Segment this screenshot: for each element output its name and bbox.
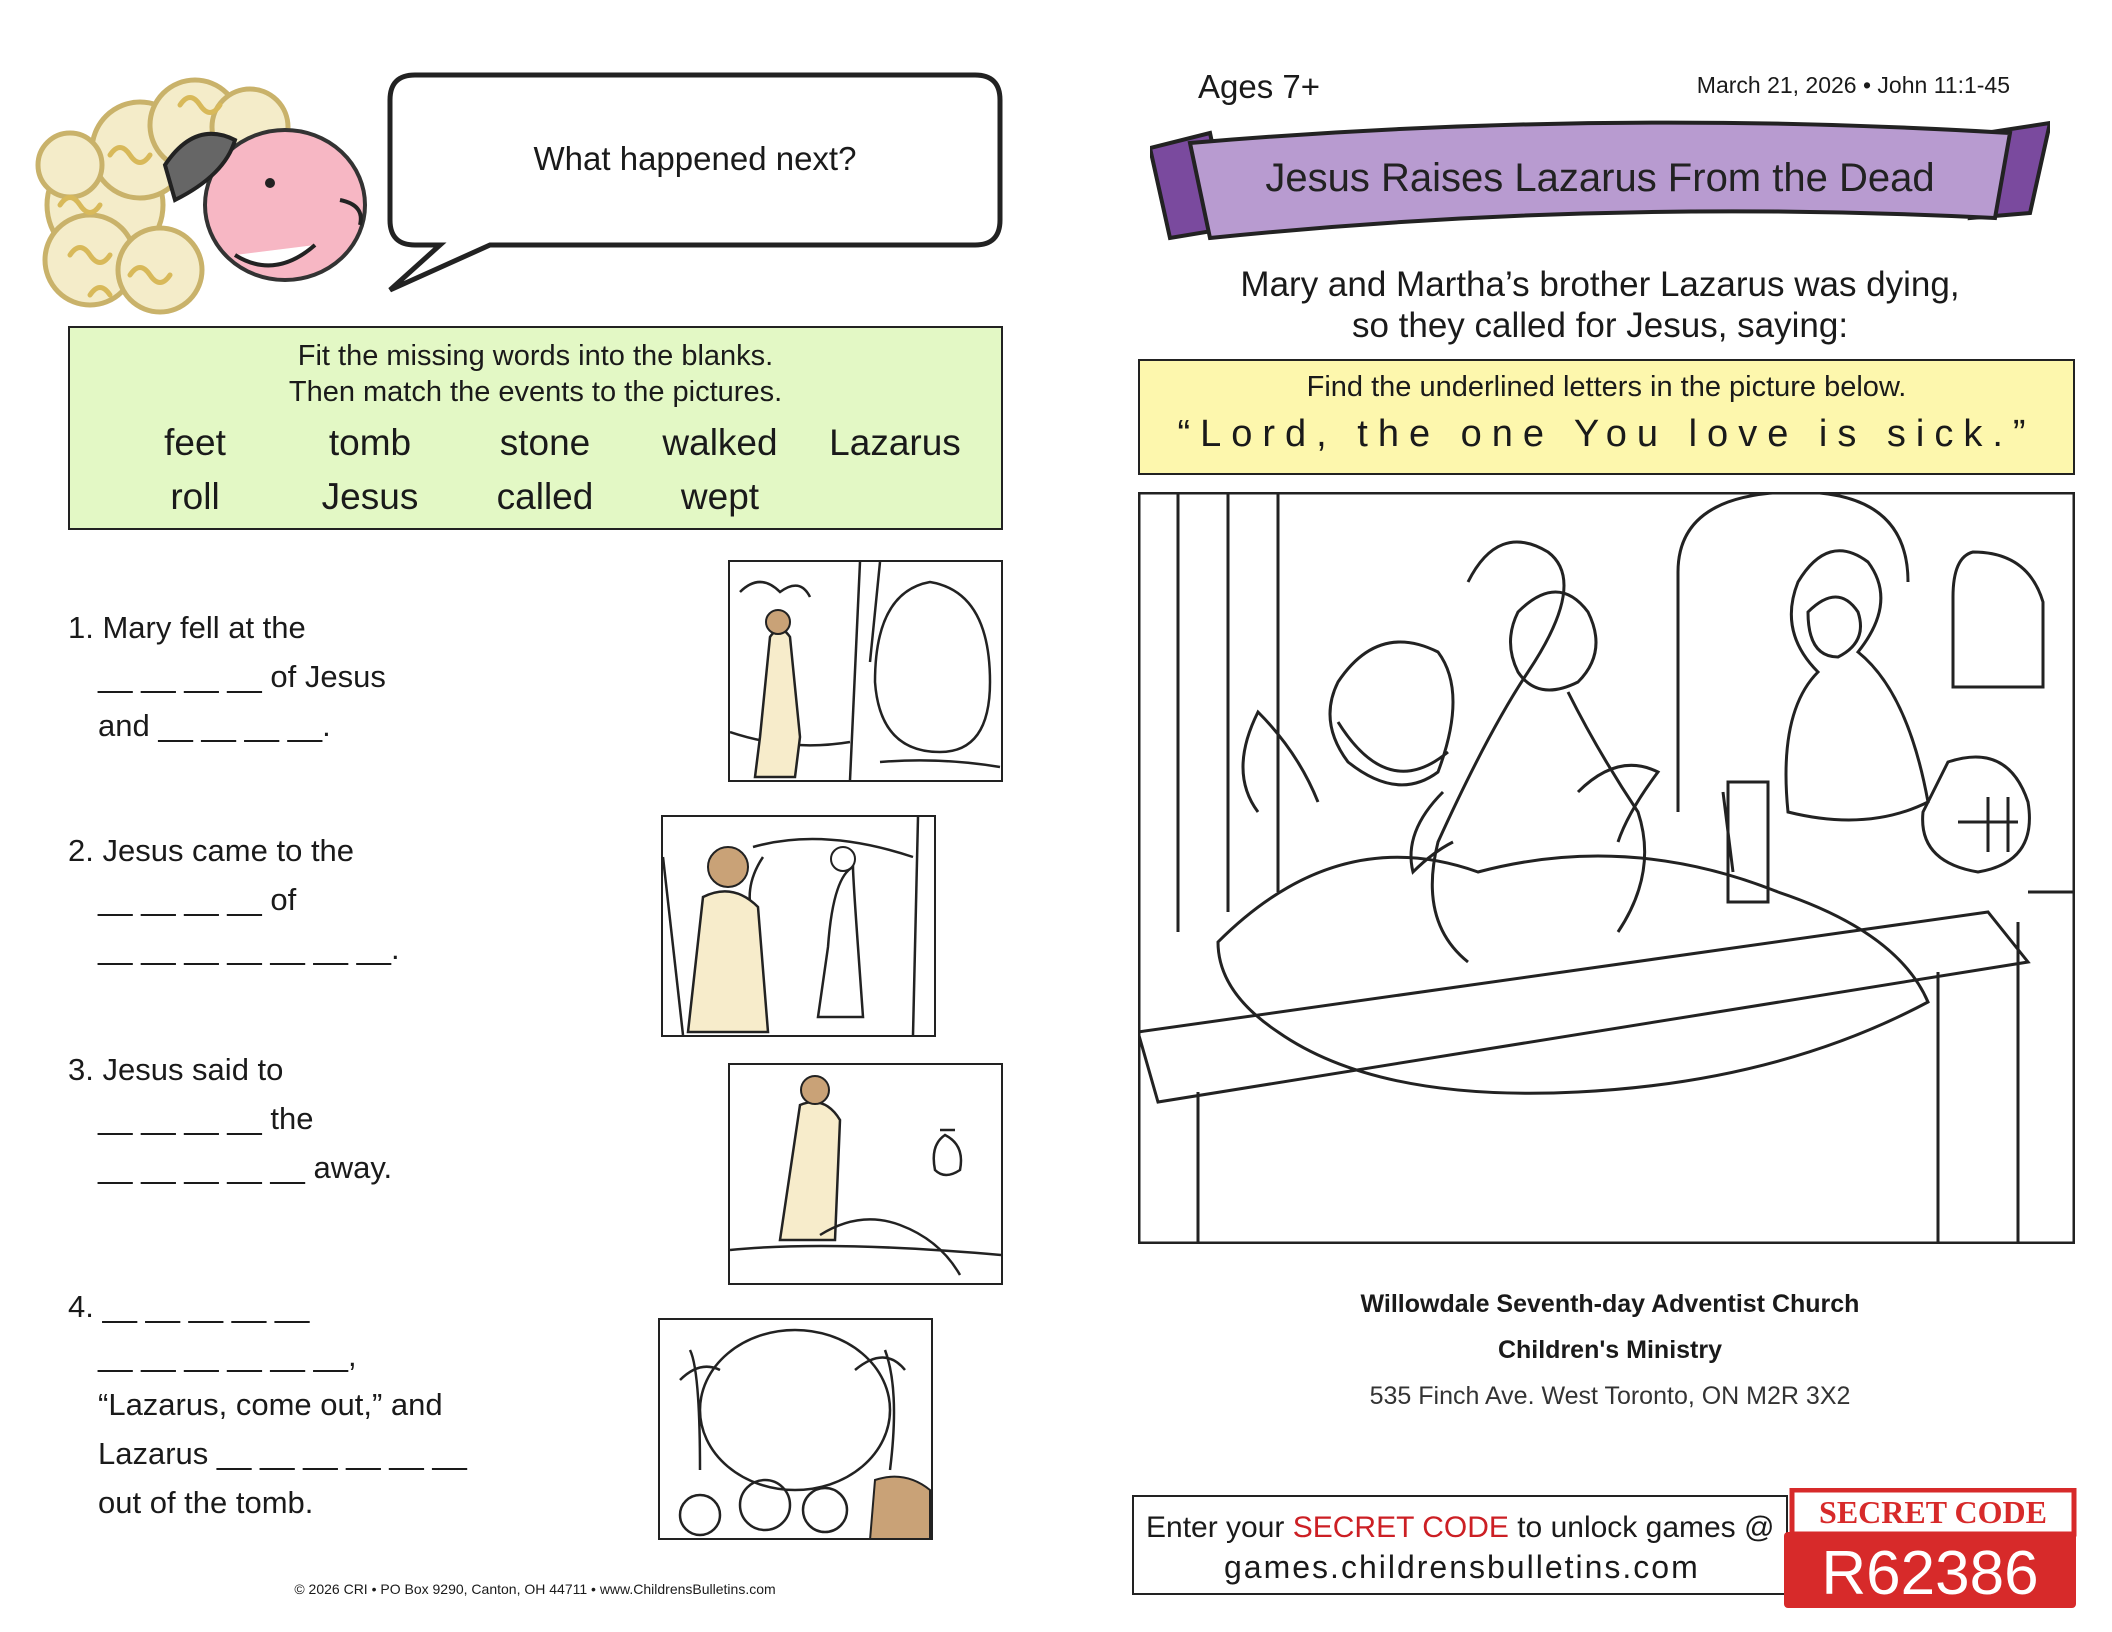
word-bank-word: called — [496, 476, 594, 517]
question-line: __ __ __ __ the — [98, 1101, 314, 1136]
church-name: Willowdale Seventh-day Adventist Church — [1360, 1290, 1860, 1318]
picture-jesus-and-mary — [728, 1063, 1003, 1285]
question-line: 2. Jesus came to the — [68, 833, 355, 868]
speech-bubble-text: What happened next? — [533, 140, 857, 177]
games-url-link[interactable]: games.childrensbulletins.com — [1224, 1549, 1700, 1585]
word-bank-word: walked — [662, 422, 778, 463]
secret-code-highlight: SECRET CODE — [1292, 1511, 1509, 1544]
word-bank-word: Lazarus — [829, 422, 961, 463]
question-line: 4. __ __ __ __ __ — [68, 1289, 310, 1324]
question-2 — [68, 826, 400, 973]
word-bank-instruction-1: Fit the missing words into the blanks. — [297, 340, 774, 372]
secret-code-instruction-end: to unlock games @ — [1508, 1511, 1775, 1544]
question-line: Lazarus __ __ __ __ __ __ — [98, 1436, 467, 1471]
word-bank-word: Jesus — [321, 476, 419, 517]
quote-puzzle-instruction: Find the underlined letters in the picture below. — [1306, 371, 1907, 403]
secret-code-box — [1132, 1495, 1788, 1595]
intro-text-line-1: Mary and Martha’s brother Lazarus was dying, — [1240, 265, 1960, 304]
stamp-code: R62386 — [1821, 1539, 2039, 1608]
page-title: Jesus Raises Lazarus From the Dead — [1265, 156, 1935, 200]
word-bank-word: feet — [164, 422, 226, 463]
word-bank-word: tomb — [328, 422, 412, 463]
question-line: __ __ __ __ __ away. — [98, 1150, 393, 1185]
quote-puzzle-box — [1138, 359, 2075, 475]
question-line: “Lazarus, come out,” and — [98, 1387, 443, 1422]
picture-jesus-with-disciple — [661, 815, 936, 1037]
speech-bubble — [375, 65, 1005, 295]
secret-code-stamp — [1782, 1488, 2078, 1612]
intro-text-line-2: so they called for Jesus, saying: — [1351, 306, 1849, 345]
secret-code-instruction-start: Enter your — [1146, 1511, 1293, 1544]
question-line: 3. Jesus said to — [68, 1052, 284, 1087]
copyright-footer: © 2026 CRI • PO Box 9290, Canton, OH 44711 • www.ChildrensBulletins.com — [294, 1581, 776, 1597]
sheep-mascot-illustration — [30, 55, 370, 320]
question-line: __ __ __ __ of — [98, 882, 297, 917]
secret-code-instruction — [1146, 1511, 1774, 1545]
age-label: Ages 7+ — [1198, 68, 1321, 105]
question-line: 1. Mary fell at the — [68, 610, 306, 645]
date-scripture-reference: March 21, 2026 • John 11:1-45 — [1696, 72, 2010, 98]
question-3 — [68, 1045, 392, 1192]
question-1 — [68, 603, 386, 750]
question-line: out of the tomb. — [98, 1485, 314, 1520]
word-bank-word: wept — [680, 476, 760, 517]
question-4 — [68, 1282, 467, 1527]
coloring-picture-lazarus-sick — [1138, 492, 2075, 1244]
picture-jesus-at-tomb — [728, 560, 1003, 782]
word-bank-word: stone — [499, 422, 591, 463]
question-line: and __ __ __ __. — [98, 708, 331, 743]
word-bank-box — [68, 326, 1003, 530]
picture-rolling-stone — [658, 1318, 933, 1540]
quote-puzzle-text: “Lord, the one You love is sick.” — [1177, 413, 2036, 455]
ministry-name: Children's Ministry — [1497, 1336, 1723, 1364]
question-line: __ __ __ __ of Jesus — [98, 659, 386, 694]
church-address: 535 Finch Ave. West Toronto, ON M2R 3X2 — [1369, 1382, 1851, 1410]
question-line: __ __ __ __ __ __, — [98, 1338, 357, 1373]
word-bank-word: roll — [170, 476, 220, 517]
word-bank-instruction-2: Then match the events to the pictures. — [288, 376, 783, 408]
question-line: __ __ __ __ __ __ __. — [98, 931, 400, 966]
stamp-label: SECRET CODE — [1819, 1494, 2047, 1530]
